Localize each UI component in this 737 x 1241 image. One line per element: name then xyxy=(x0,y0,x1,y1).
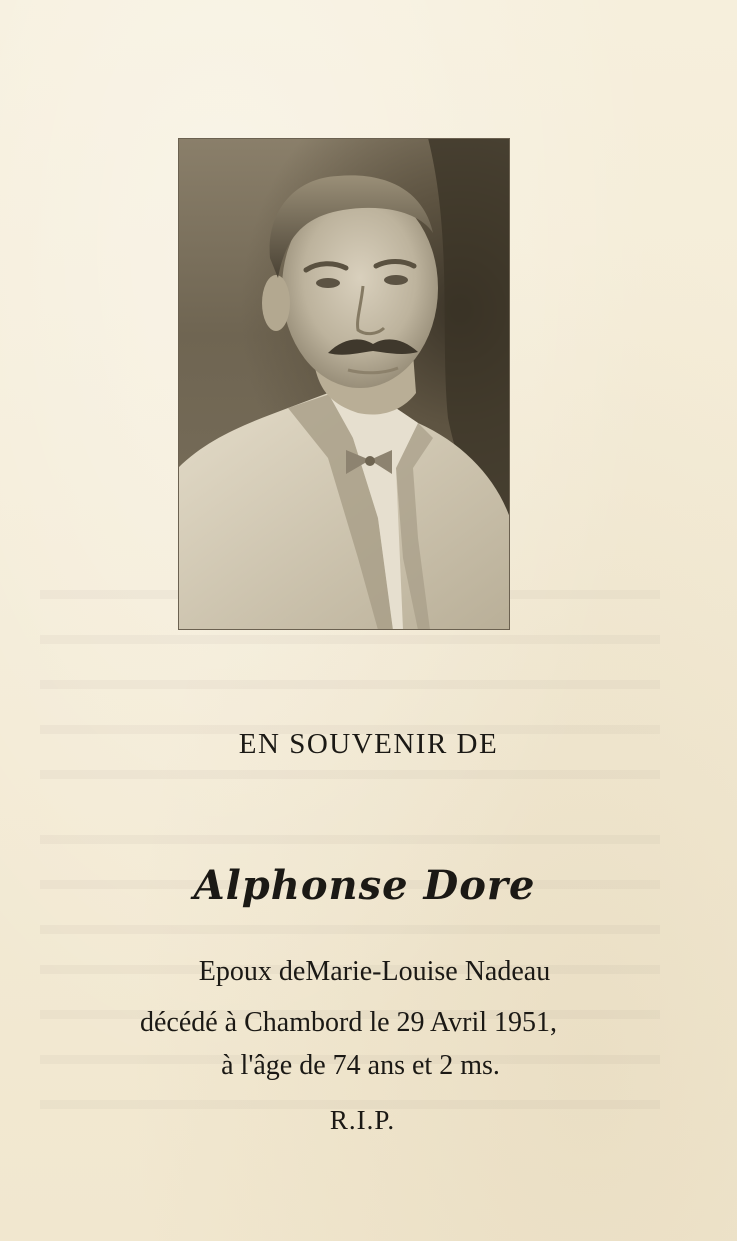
heading-souvenir: EN SOUVENIR DE xyxy=(238,728,499,760)
spouse-line: Epoux deMarie-Louise Nadeau xyxy=(198,956,551,987)
death-line: décédé à Chambord le 29 Avril 1951, xyxy=(139,1007,558,1038)
deceased-name: Alphonse Dore xyxy=(193,862,536,909)
age-line: à l'âge de 74 ans et 2 ms. xyxy=(221,1050,500,1081)
portrait-photo-icon xyxy=(178,138,510,630)
rip-closing: R.I.P. xyxy=(329,1105,396,1135)
